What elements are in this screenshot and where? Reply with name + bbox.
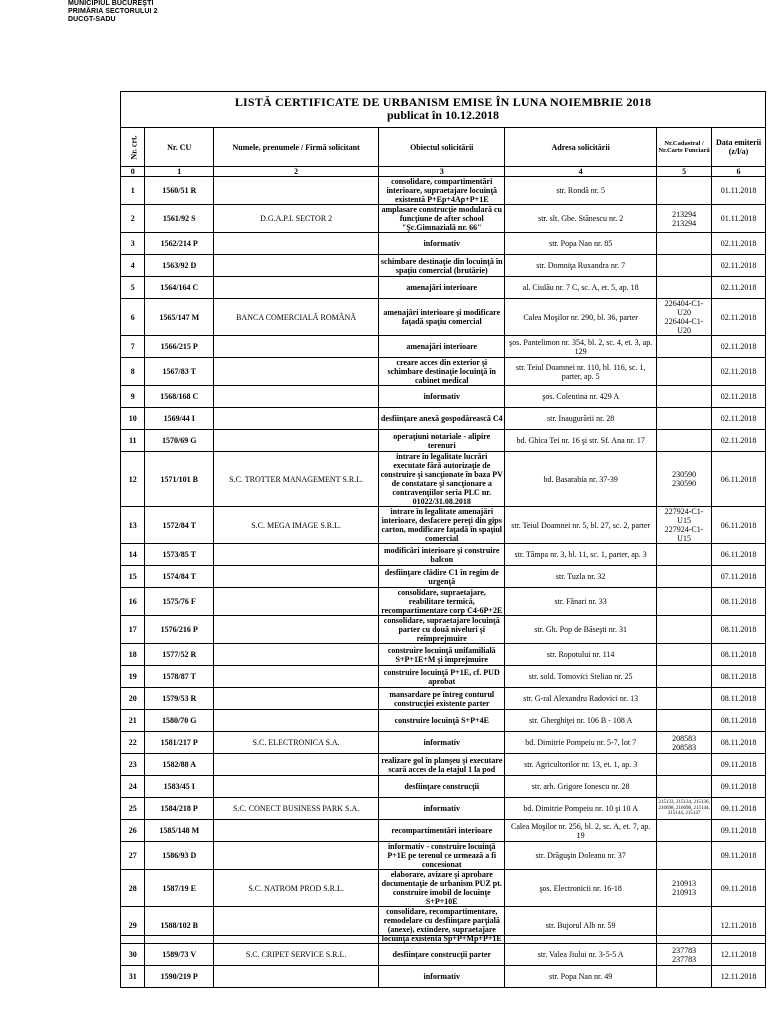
request-object: consolidare, compartimentări interioare, supraetajare locuinţă existentă P+Ep+4Ap+P+1E xyxy=(379,177,505,205)
row-number: 29 xyxy=(121,907,145,944)
request-object: recompartimentări interioare xyxy=(379,820,505,842)
solicitant-name xyxy=(214,710,379,732)
cadastral-number xyxy=(657,255,712,277)
request-object: schimbare destinaţie din locuinţă în spaţiu comercial (brutărie) xyxy=(379,255,505,277)
certificate-number: 1575/76 F xyxy=(145,588,214,616)
solicitant-name xyxy=(214,907,379,944)
cadastral-number xyxy=(657,430,712,452)
row-number: 28 xyxy=(121,870,145,907)
issue-date: 08.11.2018 xyxy=(712,644,766,666)
request-address: str. Bujorul Alb nr. 59 xyxy=(505,907,657,944)
table-row xyxy=(121,507,766,544)
row-number: 8 xyxy=(121,358,145,386)
row-number: 5 xyxy=(121,277,145,299)
solicitant-name xyxy=(214,776,379,798)
solicitant-name xyxy=(214,255,379,277)
issue-date: 12.11.2018 xyxy=(712,966,766,988)
row-number: 23 xyxy=(121,754,145,776)
request-object: construire locuinţă P+1E, cf. PUD aprobat xyxy=(379,666,505,688)
issue-date: 12.11.2018 xyxy=(712,907,766,944)
solicitant-name xyxy=(214,666,379,688)
request-object: construire locuinţă unifamilială S+P+1E+M şi împrejmuire xyxy=(379,644,505,666)
issue-date: 08.11.2018 xyxy=(712,732,766,754)
table-row xyxy=(121,408,766,430)
solicitant-name xyxy=(214,588,379,616)
certificate-number: 1574/84 T xyxy=(145,566,214,588)
request-address: str. Teiul Doamnei nr. 110, bl. 116, sc. 1, parter, ap. 5 xyxy=(505,358,657,386)
request-object: desfiinţare construcţii parter xyxy=(379,944,505,966)
column-index: 1 xyxy=(145,167,214,177)
request-address: str. sold. Tomovici Stelian nr. 25 xyxy=(505,666,657,688)
table-row xyxy=(121,358,766,386)
request-object: informativ xyxy=(379,386,505,408)
table-row xyxy=(121,732,766,754)
column-header-solicitant: Numele, prenumele / Firmă solicitant xyxy=(214,128,379,167)
row-number: 19 xyxy=(121,666,145,688)
request-address: str. Fânari nr. 33 xyxy=(505,588,657,616)
certificate-number: 1583/45 I xyxy=(145,776,214,798)
request-address: Calea Moşilor nr. 290, bl. 36, parter xyxy=(505,299,657,336)
request-address: str. Domniţa Ruxandra nr. 7 xyxy=(505,255,657,277)
cadastral-number xyxy=(657,358,712,386)
cadastral-number xyxy=(657,616,712,644)
solicitant-name xyxy=(214,358,379,386)
solicitant-name xyxy=(214,688,379,710)
cadastral-number: 208583 208583 xyxy=(657,732,712,754)
request-address: str. Inaugurării nr. 28 xyxy=(505,408,657,430)
table-row xyxy=(121,644,766,666)
cadastral-number xyxy=(657,177,712,205)
table-header-row xyxy=(121,128,766,167)
cadastral-number: 237783 237783 xyxy=(657,944,712,966)
table-row xyxy=(121,616,766,644)
certificate-number: 1562/214 P xyxy=(145,233,214,255)
solicitant-name xyxy=(214,336,379,358)
column-header-data: Data emiterii (z/l/a) xyxy=(712,128,766,167)
cadastral-number xyxy=(657,644,712,666)
cadastral-number xyxy=(657,566,712,588)
certificate-number: 1585/148 M xyxy=(145,820,214,842)
issue-date: 01.11.2018 xyxy=(712,177,766,205)
table-row xyxy=(121,842,766,870)
cadastral-number xyxy=(657,776,712,798)
issue-date: 02.11.2018 xyxy=(712,408,766,430)
request-object: desfiinţare clădire C1 în regim de urgenţă xyxy=(379,566,505,588)
request-address: str. slt. Gbe. Stănescu nr. 2 xyxy=(505,205,657,233)
table-row xyxy=(121,299,766,336)
column-index: 0 xyxy=(121,167,145,177)
column-index: 4 xyxy=(505,167,657,177)
row-number: 18 xyxy=(121,644,145,666)
request-object: amplasare construcţie modulară cu funcţiune de after school "Şc.Gimnazială nr. 66" xyxy=(379,205,505,233)
solicitant-name xyxy=(214,544,379,566)
cadastral-number: 210913 210913 xyxy=(657,870,712,907)
issue-date: 08.11.2018 xyxy=(712,710,766,732)
row-number: 20 xyxy=(121,688,145,710)
row-number: 13 xyxy=(121,507,145,544)
document-title-block xyxy=(121,92,765,128)
cadastral-number xyxy=(657,336,712,358)
table-row xyxy=(121,566,766,588)
cadastral-number: 213294 213294 xyxy=(657,205,712,233)
request-object: intrare în legalitate amenajări interioare, desfacere pereţi din gips carton, modificare faţadă în spaţiul comercial xyxy=(379,507,505,544)
row-number: 11 xyxy=(121,430,145,452)
row-number: 16 xyxy=(121,588,145,616)
issue-date: 02.11.2018 xyxy=(712,430,766,452)
request-object: desfiinţare anexă gospodărească C4 xyxy=(379,408,505,430)
cadastral-number xyxy=(657,233,712,255)
request-address: str. arh. Grigore Ionescu nr. 28 xyxy=(505,776,657,798)
table-row xyxy=(121,177,766,205)
request-address: str. Tuzla nr. 32 xyxy=(505,566,657,588)
cadastral-number xyxy=(657,907,712,944)
certificate-list-document xyxy=(120,91,766,981)
solicitant-name xyxy=(214,408,379,430)
table-row xyxy=(121,944,766,966)
row-number: 14 xyxy=(121,544,145,566)
solicitant-name: S.C. TROTTER MANAGEMENT S.R.L. xyxy=(214,452,379,507)
column-index-row xyxy=(121,167,766,177)
issue-date: 08.11.2018 xyxy=(712,616,766,644)
request-address: şos. Colentina nr. 429 A xyxy=(505,386,657,408)
table-row xyxy=(121,233,766,255)
issue-date: 02.11.2018 xyxy=(712,358,766,386)
table-row xyxy=(121,798,766,820)
issue-date: 02.11.2018 xyxy=(712,277,766,299)
request-object: creare acces din exterior şi schimbare destinaţie locuinţă în cabinet medical xyxy=(379,358,505,386)
certificate-number: 1582/88 A xyxy=(145,754,214,776)
column-index: 3 xyxy=(379,167,505,177)
cadastral-number xyxy=(657,966,712,988)
cadastral-number xyxy=(657,588,712,616)
row-number: 1 xyxy=(121,177,145,205)
certificate-number: 1576/216 P xyxy=(145,616,214,644)
cadastral-number xyxy=(657,408,712,430)
row-number: 3 xyxy=(121,233,145,255)
solicitant-name: BANCA COMERCIALĂ ROMÂNĂ xyxy=(214,299,379,336)
row-number: 26 xyxy=(121,820,145,842)
solicitant-name xyxy=(214,430,379,452)
request-object: elaborare, avizare şi aprobare documentaţie de urbanism PUZ pt. construire imobil de locuinţe S+P+10E xyxy=(379,870,505,907)
cadastral-number: 227924-C1-U15 227924-C1-U15 xyxy=(657,507,712,544)
issue-date: 09.11.2018 xyxy=(712,798,766,820)
certificate-number: 1590/219 P xyxy=(145,966,214,988)
issue-date: 06.11.2018 xyxy=(712,544,766,566)
row-number: 17 xyxy=(121,616,145,644)
certificate-number: 1579/53 R xyxy=(145,688,214,710)
request-object: amenajări interioare xyxy=(379,336,505,358)
header-line-primaria: PRIMĂRIA SECTORULUI 2 xyxy=(68,8,158,15)
row-number: 12 xyxy=(121,452,145,507)
solicitant-name xyxy=(214,644,379,666)
column-header-cadastral: Nr.Cadastral / Nr.Carte Funciară xyxy=(657,128,712,167)
request-address: str. Gh. Pop de Băseşti nr. 31 xyxy=(505,616,657,644)
certificate-number: 1577/52 R xyxy=(145,644,214,666)
table-row xyxy=(121,430,766,452)
table-row xyxy=(121,907,766,944)
issue-date: 06.11.2018 xyxy=(712,507,766,544)
certificate-number: 1589/73 V xyxy=(145,944,214,966)
certificate-number: 1573/85 T xyxy=(145,544,214,566)
certificate-number: 1561/92 S xyxy=(145,205,214,233)
cadastral-number xyxy=(657,710,712,732)
row-number: 21 xyxy=(121,710,145,732)
request-address: str. Teiul Doamnei nr. 5, bl. 27, sc. 2, parter xyxy=(505,507,657,544)
table-row xyxy=(121,452,766,507)
header-line-department: DUCGT-SADU xyxy=(68,16,116,23)
request-address: str. G-ral Alexandru Radovici nr. 13 xyxy=(505,688,657,710)
issue-date: 02.11.2018 xyxy=(712,255,766,277)
request-object: consolidare, recompartimentare, remodelare cu desfiinţare parţială (anexe), extindere, supraetajare locuinţă existentă Sp+P+Mp+P+1E xyxy=(379,907,505,944)
request-object: operaţiuni notariale - alipire terenuri xyxy=(379,430,505,452)
request-address: str. Popa Nan nr. 85 xyxy=(505,233,657,255)
institution-header xyxy=(68,0,158,24)
table-row xyxy=(121,776,766,798)
solicitant-name: S.C. CRIPET SERVICE S.R.L. xyxy=(214,944,379,966)
row-number: 2 xyxy=(121,205,145,233)
request-object: amenajări interioare şi modificare faţadă spaţiu comercial xyxy=(379,299,505,336)
table-row xyxy=(121,666,766,688)
column-index: 5 xyxy=(657,167,712,177)
request-object: realizare gol în planşeu şi executare scară acces de la etajul 1 la pod xyxy=(379,754,505,776)
request-address: str. Gherghiţei nr. 106 B - 108 A xyxy=(505,710,657,732)
column-header-nr: Nr. crt. xyxy=(121,128,145,167)
issue-date: 09.11.2018 xyxy=(712,754,766,776)
row-number: 4 xyxy=(121,255,145,277)
cadastral-number xyxy=(657,277,712,299)
request-object: desfiinţare construcţii xyxy=(379,776,505,798)
table-row xyxy=(121,205,766,233)
issue-date: 02.11.2018 xyxy=(712,386,766,408)
solicitant-name xyxy=(214,820,379,842)
certificate-number: 1572/84 T xyxy=(145,507,214,544)
table-body xyxy=(121,177,766,988)
cadastral-number xyxy=(657,754,712,776)
request-object: mansardare pe întreg conturul construcţiei existente parter xyxy=(379,688,505,710)
request-address: bd. Basarabia nr. 37-39 xyxy=(505,452,657,507)
issue-date: 12.11.2018 xyxy=(712,944,766,966)
issue-date: 06.11.2018 xyxy=(712,452,766,507)
document-title: LISTĂ CERTIFICATE DE URBANISM EMISE ÎN LUNA NOIEMBRIE 2018 xyxy=(234,95,652,109)
document-subtitle: publicat în 10.12.2018 xyxy=(386,108,500,122)
cadastral-number xyxy=(657,544,712,566)
issue-date: 08.11.2018 xyxy=(712,588,766,616)
row-number: 15 xyxy=(121,566,145,588)
cadastral-number: 215133, 215134, 215136, 216698, 216698, 215144, 215144, 215147 xyxy=(657,798,712,820)
row-number: 30 xyxy=(121,944,145,966)
request-address: bd. Dimitrie Pompeiu nr. 10 şi 10 A xyxy=(505,798,657,820)
request-address: al. Ciulău nr. 7 C, sc. A, et. 5, ap. 18 xyxy=(505,277,657,299)
certificate-number: 1566/215 P xyxy=(145,336,214,358)
solicitant-name: D.G.A.P.I. SECTOR 2 xyxy=(214,205,379,233)
certificate-number: 1568/168 C xyxy=(145,386,214,408)
solicitant-name xyxy=(214,277,379,299)
table-row xyxy=(121,870,766,907)
certificate-number: 1586/93 D xyxy=(145,842,214,870)
request-address: str. Popa Nan nr. 49 xyxy=(505,966,657,988)
row-number: 27 xyxy=(121,842,145,870)
issue-date: 08.11.2018 xyxy=(712,666,766,688)
solicitant-name xyxy=(214,233,379,255)
issue-date: 02.11.2018 xyxy=(712,299,766,336)
issue-date: 09.11.2018 xyxy=(712,776,766,798)
request-address: str. Ropotului nr. 114 xyxy=(505,644,657,666)
issue-date: 02.11.2018 xyxy=(712,233,766,255)
solicitant-name xyxy=(214,177,379,205)
certificate-number: 1587/19 E xyxy=(145,870,214,907)
table-row xyxy=(121,544,766,566)
certificate-number: 1570/69 G xyxy=(145,430,214,452)
table-row xyxy=(121,255,766,277)
certificate-number: 1560/51 R xyxy=(145,177,214,205)
certificate-number: 1564/164 C xyxy=(145,277,214,299)
request-address: Calea Moşilor nr. 256, bl. 2, sc. A, et. 7, ap. 19 xyxy=(505,820,657,842)
cadastral-number xyxy=(657,842,712,870)
issue-date: 08.11.2018 xyxy=(712,688,766,710)
cadastral-number: 226404-C1-U20 226404-C1-U20 xyxy=(657,299,712,336)
cadastral-number xyxy=(657,386,712,408)
column-header-adresa: Adresa solicitării xyxy=(505,128,657,167)
column-header-cu: Nr. CU xyxy=(145,128,214,167)
request-object: informativ xyxy=(379,966,505,988)
certificate-number: 1569/44 I xyxy=(145,408,214,430)
table-row xyxy=(121,336,766,358)
row-number: 10 xyxy=(121,408,145,430)
cadastral-number xyxy=(657,688,712,710)
issue-date: 01.11.2018 xyxy=(712,205,766,233)
issue-date: 09.11.2018 xyxy=(712,842,766,870)
issue-date: 07.11.2018 xyxy=(712,566,766,588)
request-address: şos. Electronicii nr. 16-18 xyxy=(505,870,657,907)
request-object: informativ xyxy=(379,732,505,754)
request-address: str. Tâmpa nr. 3, bl. 11, sc. 1, parter, ap. 3 xyxy=(505,544,657,566)
row-number: 6 xyxy=(121,299,145,336)
request-address: str. Agricultorilor nr. 13, et. 1, ap. 3 xyxy=(505,754,657,776)
column-index: 2 xyxy=(214,167,379,177)
cadastral-number xyxy=(657,666,712,688)
table-row xyxy=(121,588,766,616)
row-number: 7 xyxy=(121,336,145,358)
cadastral-number: 230590 230590 xyxy=(657,452,712,507)
request-address: str. Valea Jiului nr. 3-5-5 A xyxy=(505,944,657,966)
table-row xyxy=(121,688,766,710)
request-object: informativ xyxy=(379,798,505,820)
cadastral-number xyxy=(657,820,712,842)
certificate-number: 1567/83 T xyxy=(145,358,214,386)
certificate-number: 1571/101 B xyxy=(145,452,214,507)
request-object: informativ - construire locuinţă P+1E pe terenul ce urmează a fi concesionat xyxy=(379,842,505,870)
certificate-number: 1578/87 T xyxy=(145,666,214,688)
column-header-obiect: Obiectul solicitării xyxy=(379,128,505,167)
issue-date: 02.11.2018 xyxy=(712,336,766,358)
table-row xyxy=(121,754,766,776)
table-row xyxy=(121,277,766,299)
column-index: 6 xyxy=(712,167,766,177)
certificate-table xyxy=(120,127,766,988)
table-row xyxy=(121,820,766,842)
request-address: str. Rondă nr. 5 xyxy=(505,177,657,205)
request-object: intrare în legalitate lucrări executate fără autorizaţie de construire şi sancţionate în baza PV de constatare şi sancţionare a contravenţiilor seria PLC nr. 01022/31.08.2018 xyxy=(380,452,503,506)
solicitant-name xyxy=(214,386,379,408)
request-object: modificări interioare şi construire balcon xyxy=(379,544,505,566)
request-object: consolidare, supraetajare, reabilitare termică, recompartimentare corp C4-6P+2E xyxy=(379,588,505,616)
certificate-number: 1581/217 P xyxy=(145,732,214,754)
solicitant-name xyxy=(214,966,379,988)
solicitant-name xyxy=(214,754,379,776)
solicitant-name: S.C. CONECT BUSINESS PARK S.A. xyxy=(214,798,379,820)
solicitant-name xyxy=(214,616,379,644)
table-row xyxy=(121,386,766,408)
request-object: informativ xyxy=(379,233,505,255)
request-address: bd. Ghica Tei nr. 16 şi str. Sf. Ana nr. 17 xyxy=(505,430,657,452)
issue-date: 09.11.2018 xyxy=(712,870,766,907)
request-object: consolidare, supraetajare locuinţă parter cu două niveluri şi reîmprejmuire xyxy=(379,616,505,644)
solicitant-name xyxy=(214,566,379,588)
request-address: str. Drăguşin Doleanu nr. 37 xyxy=(505,842,657,870)
certificate-number: 1565/147 M xyxy=(145,299,214,336)
row-number: 25 xyxy=(121,798,145,820)
request-object: amenajări interioare xyxy=(379,277,505,299)
solicitant-name: S.C. MEGA IMAGE S.R.L. xyxy=(214,507,379,544)
request-address: bd. Dimitrie Pompeiu nr. 5-7, lot 7 xyxy=(505,732,657,754)
solicitant-name: S.C. NATROM PROD S.R.L. xyxy=(214,870,379,907)
row-number: 9 xyxy=(121,386,145,408)
certificate-number: 1584/218 P xyxy=(145,798,214,820)
request-address: şos. Pantelimon nr. 354, bl. 2, sc. 4, et. 3, ap. 129 xyxy=(505,336,657,358)
solicitant-name: S.C. ELECTRONICA S.A. xyxy=(214,732,379,754)
row-number: 31 xyxy=(121,966,145,988)
certificate-number: 1588/102 B xyxy=(145,907,214,944)
certificate-number: 1563/92 D xyxy=(145,255,214,277)
row-number: 22 xyxy=(121,732,145,754)
issue-date: 09.11.2018 xyxy=(712,820,766,842)
request-object: construire locuinţă S+P+4E xyxy=(379,710,505,732)
header-line-municipality: MUNICIPIUL BUCUREŞTI xyxy=(68,0,154,7)
certificate-number: 1580/70 G xyxy=(145,710,214,732)
table-row xyxy=(121,966,766,988)
row-number: 24 xyxy=(121,776,145,798)
table-row xyxy=(121,710,766,732)
solicitant-name xyxy=(214,842,379,870)
